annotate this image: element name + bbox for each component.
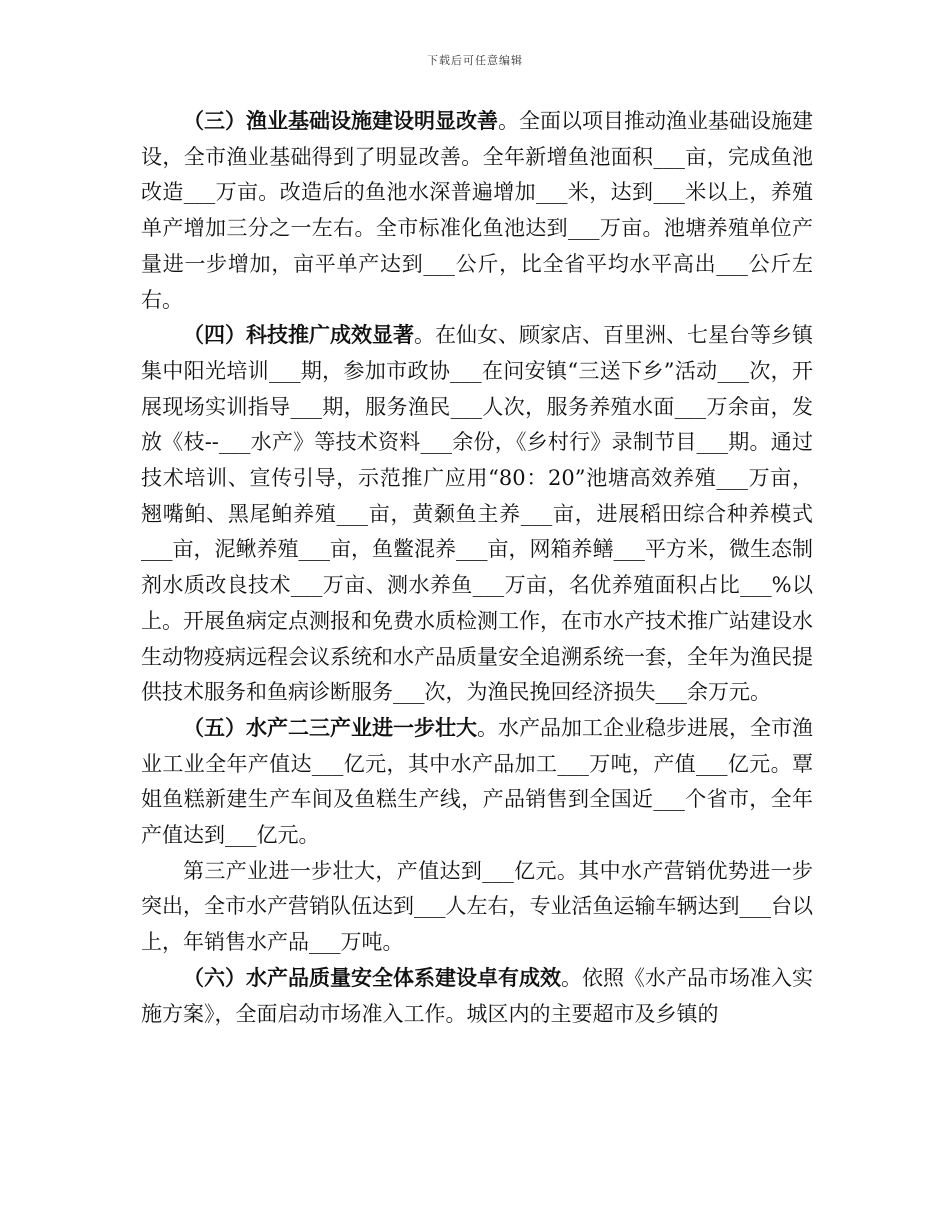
paragraph-text: 。在仙女、顾家店、百里洲、七星台等乡镇集中阳光培训___期，参加市政协___在问安镇“三送下乡”活动___次，开展现场实训指导___期，服务渔民___人次，服务养殖水面___万余亩，发放《枝--___水产》等技术资料___余份，《乡村行》录制节目___期。通过技术培训、宣传引导，示范推广应用“80：20”池塘高效养殖___万亩，翘嘴鲌、黑尾鲌养殖___亩，黄颡鱼主养___亩，进展稻田综合种养模式___亩，泥鳅养殖___亩，鱼鳖混养___亩，网箱养鳝___平方米，微生态制剂水质改良技术___万亩、测水养鱼___万亩，名优养殖面积占比___%以上。开展鱼病定点测报和免费水质检测工作，在市水产技术推广站建设水生动物疫病远程会议系统和水产品质量安全追溯系统一套，全年为渔民提供技术服务和鱼病诊断服务___次，为渔民挽回经济损失___余万元。 — [141, 323, 813, 705]
paragraph-heading: （六）水产品质量安全体系建设卓有成效 — [183, 965, 561, 990]
paragraph-industry — [141, 711, 813, 854]
paragraph-text: 第三产业进一步壮大，产值达到___亿元。其中水产营销优势进一步突出，全市水产营销队伍达到___人左右，专业活鱼运输车辆达到___台以上，年销售水产品___万吨。 — [141, 858, 813, 955]
paragraph-technology — [141, 318, 813, 711]
paragraph-text: 。水产品加工企业稳步进展，全市渔业工业全年产值达___亿元，其中水产品加工___万吨，产值___亿元。覃姐鱼糕新建生产车间及鱼糕生产线，产品销售到全国近___个省市，全年产值达到___亿元。 — [141, 715, 813, 848]
document-body — [141, 104, 813, 1032]
page-header: 下载后可任意编辑 — [427, 54, 523, 67]
paragraph-heading: （五）水产二三产业进一步壮大 — [183, 715, 477, 740]
paragraph-tertiary — [141, 854, 813, 961]
paragraph-text: 。依照《水产品市场准入实施方案》，全面启动市场准入工作。城区内的主要超市及乡镇的 — [141, 965, 813, 1026]
paragraph-text: 。全面以项目推动渔业基础设施建设，全市渔业基础得到了明显改善。全年新增鱼池面积___亩，完成鱼池改造___万亩。改造后的鱼池水深普遍增加___米，达到___米以上，养殖单产增加三分之一左右。全市标准化鱼池达到___万亩。池塘养殖单位产量进一步增加，亩平单产达到___公斤，比全省平均水平高出___公斤左右。 — [141, 109, 813, 312]
paragraph-heading: （三）渔业基础设施建设明显改善 — [183, 109, 498, 133]
paragraph-infrastructure — [141, 104, 813, 318]
paragraph-quality — [141, 961, 813, 1032]
paragraph-heading: （四）科技推广成效显著 — [183, 323, 414, 348]
